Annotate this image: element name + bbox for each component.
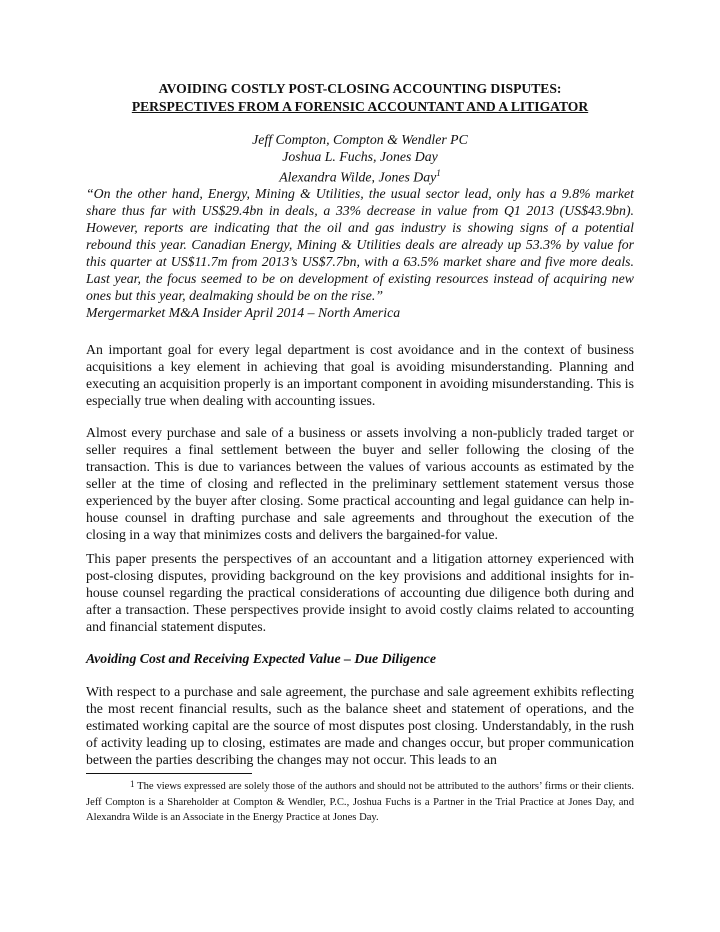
section-paragraph: With respect to a purchase and sale agreement, the purchase and sale agreement exhibits reflecting the most recent financial results, such as the balance sheet and statement of operations, and the estimated working capital are the source of most disputes post closing. Understandably, in the rush of activity leading up to closing, estimates are made and changes occur, but proper communication between the parties describing the changes may not occur. This leads to an [86, 684, 634, 767]
footnote [86, 779, 634, 826]
author-1: Jeff Compton, Compton & Wendler PC [252, 132, 468, 147]
paragraph-1: An important goal for every legal department is cost avoidance and in the context of business acquisitions a key element in achieving that goal is avoiding misunderstanding. Planning and executing an acquisition properly is an important component in avoiding misunderstanding. This is especially true when dealing with accounting issues. [86, 342, 634, 408]
title-line-1: AVOIDING COSTLY POST-CLOSING ACCOUNTING DISPUTES: [158, 81, 562, 96]
footnote-text: The views expressed are solely those of the authors and should not be attributed to the authors’ firms or their clients. Jeff Compton is a Shareholder at Compton & Wendler, P.C., Joshua Fuchs is a Partner in the Trial Practice at Jones Day, and Alexandra Wilde is an Associate in the Energy Practice at Jones Day. [86, 781, 634, 823]
epigraph-quote [86, 185, 634, 321]
author-3-name: Alexandra Wilde, Jones Day [279, 169, 437, 185]
footnote-number: 1 [130, 779, 135, 789]
footnote-reference[interactable]: 1 [436, 168, 441, 178]
author-list [86, 131, 634, 186]
quote-text: “On the other hand, Energy, Mining & Utilities, the usual sector lead, only has a 9.8% market share thus far with US$29.4bn in deals, a 33% decrease in value from Q1 2013 (US$43.9bn). However, reports are indicating that the oil and gas industry is showing signs of a potential rebound this year. Canadian Energy, Mining & Utilities deals are already up 53.3% by value for this quarter at US$11.7m from 2013’s US$7.7bn, with a 63.5% market share and five more deals. Last year, the focus seemed to be on development of existing resources instead of acquiring new ones but this year, dealmaking should be on the rise.” [86, 186, 634, 303]
section-heading: Avoiding Cost and Receiving Expected Value – Due Diligence [86, 651, 437, 666]
footnote-divider [86, 773, 252, 774]
paragraph-3: This paper presents the perspectives of an accountant and a litigation attorney experienced with post-closing disputes, providing background on the key provisions and additional insights for in-house counsel regarding the practical considerations of accounting due diligence both during and after a transaction. These perspectives provide insight to avoid costly claims related to accounting and financial statement disputes. [86, 551, 634, 634]
author-2: Joshua L. Fuchs, Jones Day [282, 149, 438, 164]
paragraph-2: Almost every purchase and sale of a business or assets involving a non-publicly traded target or seller requires a final settlement between the buyer and seller following the closing of the transaction. This is due to variances between the values of various accounts as estimated by the seller at the time of closing and reflected in the preliminary settlement statement versus those experienced by the buyer after closing. Some practical accounting and legal guidance can help in-house counsel in drafting purchase and sale agreements and throughout the execution of the closing in a way that minimizes costs and delivers the bargained-for value. [86, 425, 634, 542]
quote-source: Mergermarket M&A Insider April 2014 – North America [86, 305, 401, 320]
document-title [86, 80, 634, 116]
author-3 [86, 165, 634, 186]
title-line-2: PERSPECTIVES FROM A FORENSIC ACCOUNTANT AND A LITIGATOR [131, 99, 589, 114]
